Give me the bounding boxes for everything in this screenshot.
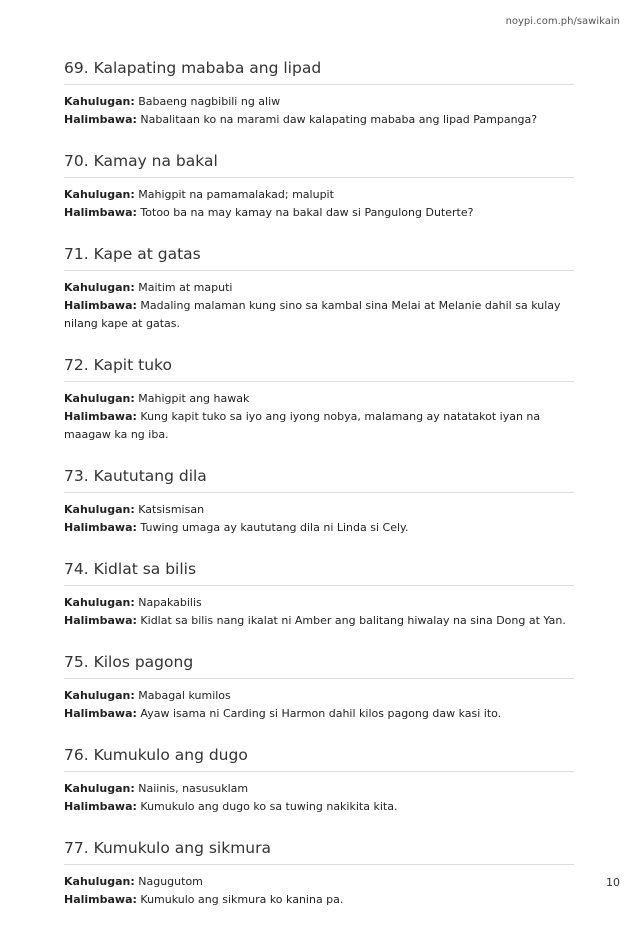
meaning-text: Katsismisan <box>138 503 205 516</box>
meaning-line <box>64 93 574 111</box>
meaning-text: Maitim at maputi <box>138 281 233 294</box>
entry-body <box>64 594 574 630</box>
entry-body <box>64 873 574 909</box>
entry-body <box>64 501 574 537</box>
entry-77 <box>64 838 574 909</box>
example-label: Halimbawa: <box>64 707 137 720</box>
example-text: Ayaw isama ni Carding si Harmon dahil kilos pagong daw kasi ito. <box>140 707 502 720</box>
meaning-line <box>64 501 574 519</box>
entry-title: 71. Kape at gatas <box>64 244 574 271</box>
example-label: Halimbawa: <box>64 893 137 906</box>
meaning-label: Kahulugan: <box>64 392 135 405</box>
example-label: Halimbawa: <box>64 521 137 534</box>
meaning-text: Babaeng nagbibili ng aliw <box>138 95 281 108</box>
example-text: Madaling malaman kung sino sa kambal sina Melai at Melanie dahil sa kulay nilang kape at gatas. <box>64 299 561 330</box>
example-line <box>64 705 574 723</box>
entry-74 <box>64 559 574 630</box>
source-url: noypi.com.ph/sawikain <box>505 16 620 27</box>
example-line <box>64 111 574 129</box>
meaning-line <box>64 594 574 612</box>
meaning-label: Kahulugan: <box>64 503 135 516</box>
example-line <box>64 612 574 630</box>
example-text: Totoo ba na may kamay na bakal daw si Pangulong Duterte? <box>140 206 474 219</box>
example-text: Nabalitaan ko na marami daw kalapating mababa ang lipad Pampanga? <box>140 113 538 126</box>
page-number: 10 <box>606 876 620 889</box>
entry-70 <box>64 151 574 222</box>
entry-title: 74. Kidlat sa bilis <box>64 559 574 586</box>
example-line <box>64 408 574 444</box>
entry-title: 70. Kamay na bakal <box>64 151 574 178</box>
entry-body <box>64 279 574 333</box>
entry-title: 69. Kalapating mababa ang lipad <box>64 58 574 85</box>
example-line <box>64 519 574 537</box>
meaning-text: Naiinis, nasusuklam <box>138 782 249 795</box>
example-text: Kumukulo ang sikmura ko kanina pa. <box>140 893 344 906</box>
meaning-label: Kahulugan: <box>64 95 135 108</box>
meaning-text: Mahigpit ang hawak <box>138 392 250 405</box>
example-label: Halimbawa: <box>64 113 137 126</box>
example-text: Kung kapit tuko sa iyo ang iyong nobya, malamang ay natatakot iyan na maagaw ka ng iba. <box>64 410 541 441</box>
example-text: Tuwing umaga ay kaututang dila ni Linda si Cely. <box>140 521 409 534</box>
meaning-line <box>64 279 574 297</box>
example-label: Halimbawa: <box>64 206 137 219</box>
meaning-text: Nagugutom <box>138 875 203 888</box>
meaning-text: Mahigpit na pamamalakad; malupit <box>138 188 334 201</box>
example-text: Kidlat sa bilis nang ikalat ni Amber ang balitang hiwalay na sina Dong at Yan. <box>140 614 566 627</box>
example-line <box>64 891 574 909</box>
example-line <box>64 798 574 816</box>
meaning-line <box>64 873 574 891</box>
entry-71 <box>64 244 574 333</box>
entry-title: 73. Kaututang dila <box>64 466 574 493</box>
example-label: Halimbawa: <box>64 410 137 423</box>
example-line <box>64 204 574 222</box>
entry-body <box>64 93 574 129</box>
example-label: Halimbawa: <box>64 800 137 813</box>
entry-76 <box>64 745 574 816</box>
example-line <box>64 297 574 333</box>
meaning-line <box>64 186 574 204</box>
entry-69 <box>64 58 574 129</box>
meaning-label: Kahulugan: <box>64 188 135 201</box>
meaning-line <box>64 687 574 705</box>
meaning-text: Mabagal kumilos <box>138 689 231 702</box>
entry-title: 76. Kumukulo ang dugo <box>64 745 574 772</box>
entry-title: 72. Kapit tuko <box>64 355 574 382</box>
entry-body <box>64 780 574 816</box>
entry-list <box>64 58 574 931</box>
entry-72 <box>64 355 574 444</box>
example-label: Halimbawa: <box>64 614 137 627</box>
entry-body <box>64 186 574 222</box>
example-label: Halimbawa: <box>64 299 137 312</box>
entry-body <box>64 687 574 723</box>
meaning-label: Kahulugan: <box>64 875 135 888</box>
example-text: Kumukulo ang dugo ko sa tuwing nakikita kita. <box>140 800 398 813</box>
meaning-label: Kahulugan: <box>64 281 135 294</box>
meaning-label: Kahulugan: <box>64 596 135 609</box>
entry-75 <box>64 652 574 723</box>
entry-title: 75. Kilos pagong <box>64 652 574 679</box>
entry-73 <box>64 466 574 537</box>
meaning-line <box>64 390 574 408</box>
entry-body <box>64 390 574 444</box>
meaning-text: Napakabilis <box>138 596 202 609</box>
entry-title: 77. Kumukulo ang sikmura <box>64 838 574 865</box>
meaning-label: Kahulugan: <box>64 689 135 702</box>
meaning-line <box>64 780 574 798</box>
meaning-label: Kahulugan: <box>64 782 135 795</box>
